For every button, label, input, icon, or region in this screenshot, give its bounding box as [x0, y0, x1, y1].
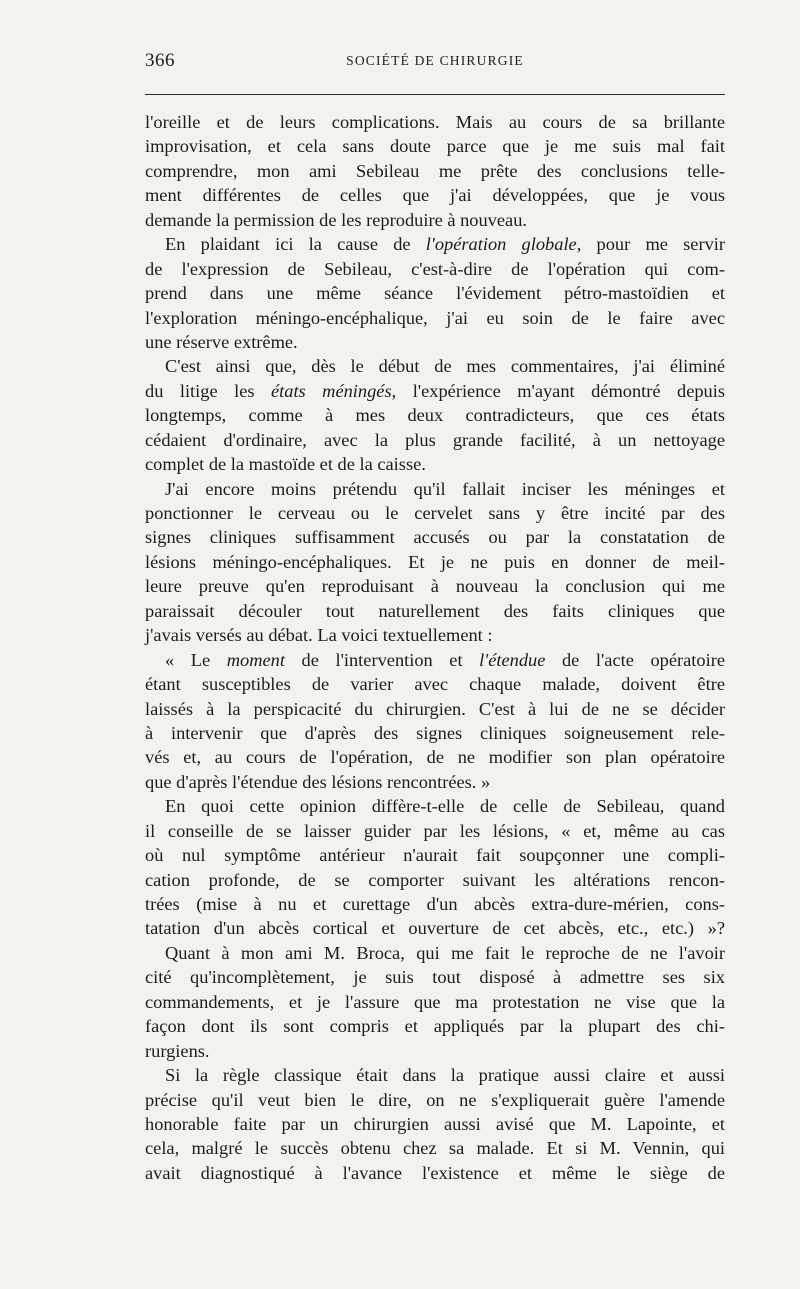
text-line: signes cliniques suffisamment accusés ou par la constatation de [145, 527, 725, 548]
italic-term: l'étendue [479, 649, 546, 670]
text-line: commandements, et je l'assure que ma protestation ne vise que la [145, 991, 725, 1012]
text-line: vés et, au cours de l'opération, de ne modifier son plan opératoire [145, 747, 725, 768]
text-line: improvisation, et cela sans doute parce que je me suis mal fait [145, 136, 725, 157]
body-text [145, 110, 725, 1185]
italic-term: moment [226, 649, 285, 670]
text-line: l'oreille et de leurs complications. Mais au cours de sa brillante [145, 112, 725, 132]
text-line: leure preuve qu'en reproduisant à nouveau la conclusion qui me [145, 576, 725, 597]
text-segment: En plaidant ici la cause de [165, 234, 426, 255]
text-line: tatation d'un abcès cortical et ouverture de cet abcès, etc., etc.) »? [145, 918, 725, 939]
page-header [145, 50, 725, 76]
text-line: avait diagnostiqué à l'avance l'existence et même le siège de [145, 1162, 725, 1183]
text-line: que d'après l'étendue des lésions rencontrées. » [145, 771, 491, 792]
text-line: honorable faite par un chirurgien aussi avisé que M. Lapointe, et [145, 1113, 725, 1134]
text-line: cation profonde, de se comporter suivant les altérations rencon- [145, 869, 725, 890]
text-line: façon dont ils sont compris et appliqués par la plupart des chi- [145, 1016, 725, 1037]
text-segment: , pour me servir [576, 234, 725, 255]
header-rule [145, 94, 725, 95]
text-line: où nul symptôme antérieur n'aurait fait soupçonner une compli- [145, 845, 725, 866]
text-line: paraissait découler tout naturellement des faits cliniques que [145, 600, 725, 621]
text-segment: « Le [165, 649, 227, 670]
text-line [145, 232, 725, 256]
italic-term: états méningés [270, 380, 392, 401]
text-line: Si la règle classique était dans la pratique aussi claire et aussi [165, 1065, 725, 1086]
text-line: l'exploration méningo-encéphalique, j'ai eu soin de le faire avec [145, 307, 725, 328]
text-line: trées (mise à nu et curettage d'un abcès extra-dure-mérien, cons- [145, 894, 725, 914]
text-line: ment différentes de celles que j'ai développées, que je vous [145, 185, 725, 206]
text-line: rurgiens. [145, 1040, 210, 1061]
text-segment: , l'expérience m'ayant démontré depuis [391, 380, 726, 401]
text-line: cité qu'incomplètement, je suis tout disposé à admettre ses six [145, 967, 725, 988]
text-line: demande la permission de les reproduire à nouveau. [145, 209, 527, 230]
text-line: à intervenir que d'après des signes cliniques soigneusement rele- [145, 722, 725, 743]
text-line: ponctionner le cerveau ou le cervelet sans y être incité par des [145, 503, 725, 523]
text-line: lésions méningo-encéphaliques. Et je ne puis en donner de meil- [145, 551, 725, 572]
text-line [145, 648, 725, 672]
text-line: précise qu'il veut bien le dire, on ne s'expliquerait guère l'amende [145, 1089, 725, 1110]
text-line: cédaient d'ordinaire, avec la plus grande facilité, à un nettoyage [145, 429, 725, 450]
text-line: Quant à mon ami M. Broca, qui me fait le reproche de ne l'avoir [165, 942, 725, 963]
text-segment: de l'intervention et [284, 649, 480, 670]
text-line: j'avais versés au débat. La voici textuellement : [145, 625, 493, 646]
running-head: SOCIÉTÉ DE CHIRURGIE [346, 53, 524, 68]
page-number: 366 [145, 50, 175, 71]
italic-term: l'opération globale [425, 234, 577, 255]
text-line: En quoi cette opinion diffère-t-elle de celle de Sebileau, quand [165, 796, 725, 817]
text-segment: du litige les [145, 380, 271, 401]
text-line: de l'expression de Sebileau, c'est-à-dire de l'opération qui com- [145, 258, 725, 279]
text-segment: de l'acte opératoire [545, 649, 726, 670]
text-line [145, 379, 725, 403]
text-line: il conseille de se laisser guider par les lésions, « et, même au cas [145, 820, 725, 841]
text-line: C'est ainsi que, dès le début de mes commentaires, j'ai éliminé [165, 356, 725, 377]
text-line: prend dans une même séance l'évidement pétro-mastoïdien et [145, 283, 725, 304]
text-line: J'ai encore moins prétendu qu'il fallait inciser les méninges et [165, 478, 725, 499]
text-line: longtemps, comme à mes deux contradicteurs, que ces états [145, 405, 725, 426]
text-line: une réserve extrême. [145, 331, 298, 352]
text-line: complet de la mastoïde et de la caisse. [145, 454, 426, 475]
text-line: étant susceptibles de varier avec chaque malade, doivent être [145, 674, 725, 695]
text-line: cela, malgré le succès obtenu chez sa malade. Et si M. Vennin, qui [145, 1138, 725, 1159]
text-line: laissés à la perspicacité du chirurgien. C'est à lui de ne se décider [145, 698, 725, 719]
text-line: comprendre, mon ami Sebileau me prête des conclusions telle- [145, 160, 725, 181]
